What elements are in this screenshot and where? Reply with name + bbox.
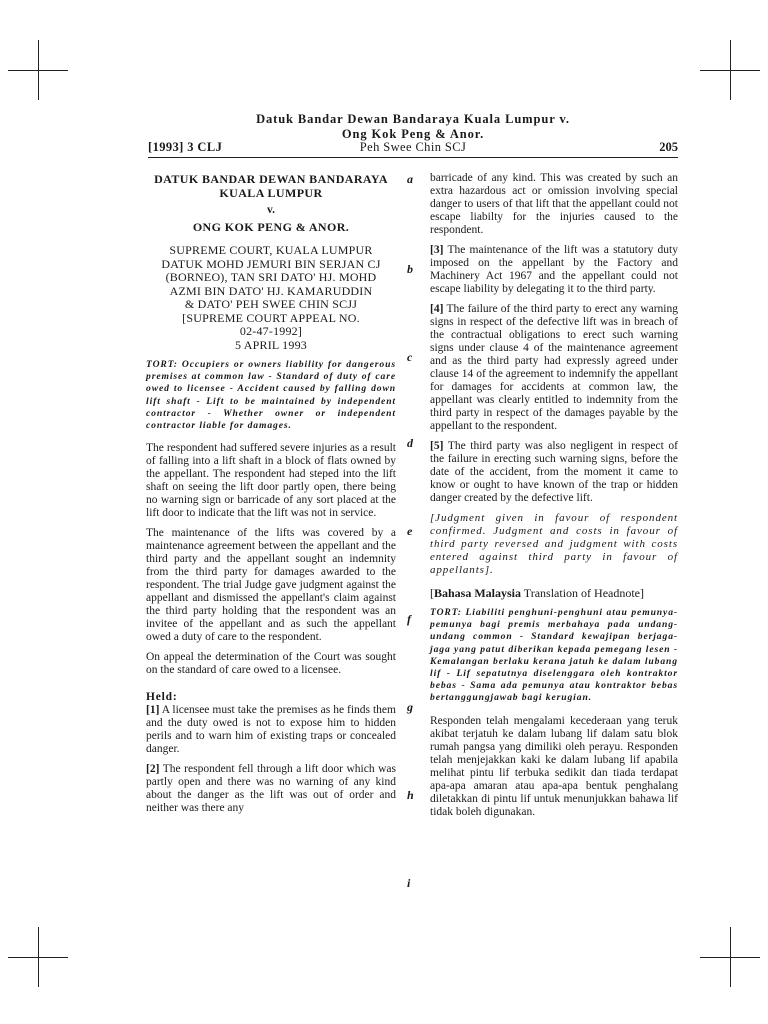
crop-mark [38, 40, 39, 100]
held-item-text: The third party was also negligent in respect of the failure in erecting such warning signs, before the date of the accident, from the moment it came to know or ought to have known of the trap or hidden danger created by the defective lift. [430, 440, 678, 504]
court-line: (BORNEO), TAN SRI DATO' HJ. MOHD [165, 270, 377, 284]
held-item-text: The failure of the third party to erect any warning signs in respect of the defective lift was in breach of the contractual obligations to erect such warning signs under clause 4 of the maintenance agreement and as the third party had expressly agreed under clause 14 of the agreement to indemnify the appellant for damages for accidents at common law, the appellant was clearly entitled to indemnity from the third party in respect of the damages payable by the appellant to the respondent. [430, 303, 678, 432]
held-item-text: A licensee must take the premises as he finds them and the duty owed is not to expose him to hidden perils and to warn him of existing traps or concealed danger. [146, 704, 396, 756]
headnote-paragraph: The maintenance of the lifts was covered by a maintenance agreement between the appellant and the third party and the appellant sought an indemnity from the third party for damages awarded to the respondent. The trial Judge gave judgment against the appellant and dismissed the appellant's claim against the third party holding that the respondent was an invitee of the appellant and as such the appellant owed a duty of care to the respondent. [146, 527, 396, 644]
page-number: 205 [659, 140, 678, 154]
margin-letter: f [407, 612, 411, 626]
header-rule [148, 157, 678, 158]
court-details [146, 244, 396, 352]
court-date: 5 APRIL 1993 [235, 337, 307, 352]
court-line: AZMI BIN DATO' HJ. KAMARUDDIN [169, 283, 373, 298]
held-item [430, 303, 678, 433]
held-item-number: [5] [430, 440, 444, 452]
held-continuation: barricade of any kind. This was created by such an extra hazardous act or omission involving special danger to users of that lift that the appellant could not escape liabilty for the injuries caused to the respondent. [430, 172, 678, 236]
margin-letter: e [407, 524, 413, 538]
held-item-number: [1] [146, 704, 160, 717]
held-item [430, 244, 678, 296]
margin-letter: i [407, 876, 411, 890]
margin-letter: h [407, 788, 414, 802]
translation-heading-open: [ [430, 586, 434, 600]
crop-mark [730, 40, 731, 100]
bm-paragraph: Responden telah mengalami kecederaan yang teruk akibat terjatuh ke dalam lubang lif dalam satu blok rumah pangsa yang dimiliki oleh perayu. Responden telah menjejakkan kaki ke dalam lubang lif apabila melihat pintu lif terbuka sedikit dan tiada terdapat apa-apa amaran atau apa-apa bentuk penghalang diletakkan di pintu lif untuk menunjukkan bahawa lif tidak boleh digunakan. [430, 714, 678, 818]
margin-letter: a [407, 172, 413, 186]
court-line: DATUK MOHD JEMURI BIN SERJAN CJ [161, 256, 381, 271]
right-column [430, 172, 678, 819]
held-item-text: The maintenance of the lift was a statutory duty imposed on the appellant by the Factory and Machinery Act 1967 and the appellant could not escape liability by delegating it to the third party. [430, 244, 678, 295]
court-line: SUPREME COURT, KUALA LUMPUR [169, 243, 373, 257]
running-title-line2: Ong Kok Peng & Anor. [341, 127, 485, 141]
running-title [148, 112, 678, 142]
headnote-paragraph: On appeal the determination of the Court was sought on the standard of care owed to a licensee. [146, 651, 396, 677]
held-item-number: [2] [146, 763, 160, 776]
headnote-paragraph: The respondent had suffered severe injuries as a result of falling into a lift shaft in a block of flats owned by the appellant. The respondent had steped into the lift shaft on seeing the lift door partly open, there being no warning sign or barricade of any sort placed at the lift door to indicate that the lift was not in service. [146, 442, 396, 520]
held-item [146, 704, 396, 756]
translation-heading [430, 587, 678, 600]
court-line: & DATO' PEH SWEE CHIN SCJJ [184, 297, 358, 311]
margin-letter: c [407, 350, 413, 364]
judge-name: Peh Swee Chin SCJ [359, 140, 467, 154]
held-item-number: [4] [430, 303, 444, 315]
left-column [146, 172, 396, 815]
held-item-number: [3] [430, 244, 444, 256]
translation-language: Bahasa Malaysia [434, 586, 522, 600]
page-header [148, 140, 678, 156]
held-label: Held: [146, 691, 178, 704]
versus: v. [267, 204, 275, 216]
court-line: 02-47-1992] [239, 324, 303, 338]
margin-letter: g [407, 700, 413, 714]
citation: [1993] 3 CLJ [148, 140, 223, 154]
crop-mark [38, 927, 39, 987]
bm-catchwords: TORT: Liabiliti penghuni-penghuni atau pemunya-pemunya bagi premis merbahaya pada undang-undang common - Standard kewajipan berjaga-jaga yang patut diberikan kepada pemegang lesen - Kemalangan berlaku kerana jatuh ke dalam lubang lif - Lif sepatutnya diselenggara oleh kontraktor bebas - Sama ada pemunya atau kontraktor bebas bertanggungjawab bagi kerugian. [430, 607, 678, 704]
margin-letter: d [407, 436, 413, 450]
case-title-line: KUALA LUMPUR [219, 186, 323, 200]
running-title-line1: Datuk Bandar Dewan Bandaraya Kuala Lumpur v. [256, 112, 570, 126]
catchwords: TORT: Occupiers or owners liability for dangerous premises at common law - Standard of duty of care owed to licensee - Accident caused by falling down lift shaft - Lift to be maintained by independent contractor - Whether owner or independent contractor liable for damages. [146, 359, 396, 432]
case-title-line: DATUK BANDAR DEWAN BANDARAYA [154, 172, 388, 186]
case-title [146, 172, 396, 200]
held-item [146, 763, 396, 815]
judgment-note: [Judgment given in favour of respondent confirmed. Judgment and costs in favour of third party reversed and judgment with costs entered against third party in favour of appellants]. [430, 512, 678, 576]
held-item [430, 440, 678, 505]
respondent-name: ONG KOK PENG & ANOR. [192, 220, 350, 234]
crop-mark [730, 927, 731, 987]
margin-letter: b [407, 262, 413, 276]
translation-heading-rest: Translation of Headnote] [521, 586, 644, 600]
court-line: [SUPREME COURT APPEAL NO. [182, 310, 360, 325]
held-item-text: The respondent fell through a lift door which was partly open and there was no warning of any kind about the danger as the lift was out of order and neither was there any [146, 763, 396, 815]
